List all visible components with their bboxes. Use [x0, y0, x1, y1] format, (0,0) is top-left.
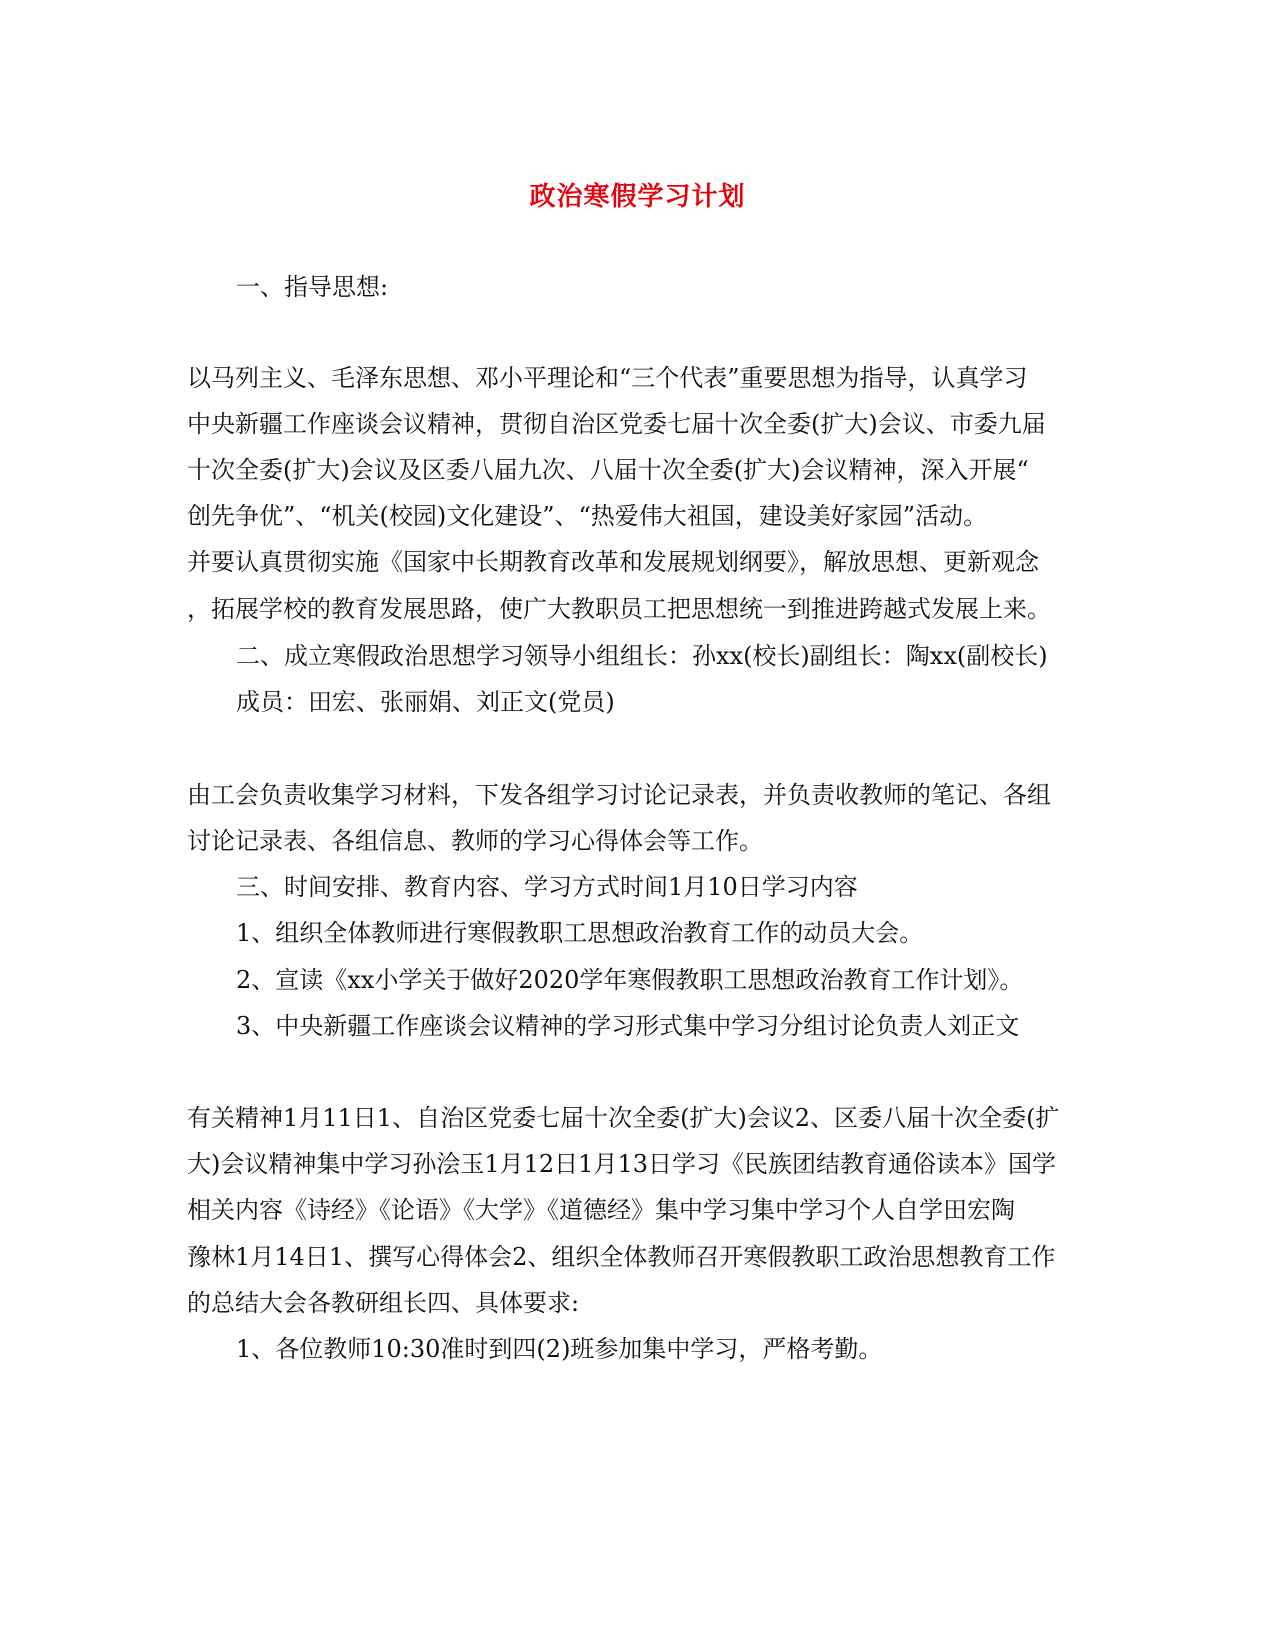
- paragraph-line: 创先争优”、“机关(校园)文化建设”、“热爱伟大祖国，建设美好家园”活动。: [187, 502, 988, 530]
- paragraph-line: 豫林1月14日1、撰写心得体会2、组织全体教师召开寒假教职工政治思想教育工作: [187, 1243, 1056, 1271]
- list-item: 3、中央新疆工作座谈会议精神的学习形式集中学习分组讨论负责人刘正文: [236, 1012, 1020, 1040]
- section-heading-leadership-group: 二、成立寒假政治思想学习领导小组组长：孙xx(校长)副组长：陶xx(副校长): [236, 642, 1048, 670]
- paragraph-line: 十次全委(扩大)会议及区委八届九次、八届十次全委(扩大)会议精神，深入开展“: [187, 456, 1029, 484]
- paragraph-line: 中央新疆工作座谈会议精神，贯彻自治区党委七届十次全委(扩大)会议、市委九届: [187, 410, 1046, 438]
- paragraph-line: ，拓展学校的教育发展思路，使广大教职员工把思想统一到推进跨越式发展上来。: [187, 595, 1051, 623]
- paragraph-line: 由工会负责收集学习材料，下发各组学习讨论记录表，并负责收教师的笔记、各组: [187, 781, 1051, 809]
- paragraph-line: 成员：田宏、张丽娟、刘正文(党员): [236, 688, 615, 716]
- list-item: 1、组织全体教师进行寒假教职工思想政治教育工作的动员大会。: [236, 919, 924, 947]
- document-title: 政治寒假学习计划: [529, 182, 746, 212]
- paragraph-line: 相关内容《诗经》《论语》《大学》《道德经》集中学习集中学习个人自学田宏陶: [187, 1196, 1015, 1224]
- paragraph-line: 并要认真贯彻实施《国家中长期教育改革和发展规划纲要》，解放思想、更新观念: [187, 548, 1039, 576]
- section-heading-guiding-ideology: 一、指导思想:: [236, 273, 389, 301]
- paragraph-line: 的总结大会各教研组长四、具体要求:: [187, 1289, 580, 1317]
- paragraph-line: 大)会议精神集中学习孙浍玉1月12日1月13日学习《民族团结教育通俗读本》国学: [187, 1150, 1056, 1178]
- list-item: 2、宣读《xx小学关于做好2020学年寒假教职工思想政治教育工作计划》。: [236, 966, 1024, 994]
- list-item: 1、各位教师10:30准时到四(2)班参加集中学习，严格考勤。: [236, 1335, 883, 1363]
- paragraph-line: 以马列主义、毛泽东思想、邓小平理论和“三个代表”重要思想为指导，认真学习: [187, 364, 1028, 392]
- paragraph-line: 讨论记录表、各组信息、教师的学习心得体会等工作。: [187, 827, 763, 855]
- section-heading-schedule: 三、时间安排、教育内容、学习方式时间1月10日学习内容: [236, 873, 858, 901]
- paragraph-line: 有关精神1月11日1、自治区党委七届十次全委(扩大)会议2、区委八届十次全委(扩: [187, 1104, 1060, 1132]
